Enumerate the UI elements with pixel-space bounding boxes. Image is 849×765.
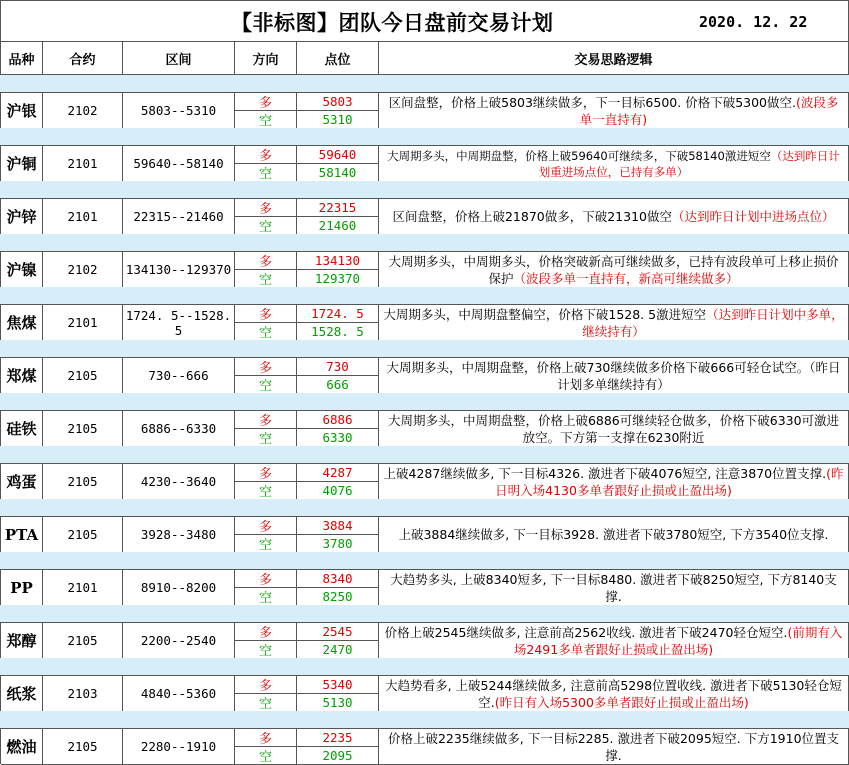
price-range: 2280--1910 [123,729,235,765]
direction-short: 空 [235,217,297,235]
price-upper: 4287 [297,464,379,482]
logic-note: (波段多单一直持有) [579,94,839,127]
direction-long: 多 [235,729,297,747]
direction-short: 空 [235,164,297,182]
price-upper: 134130 [297,252,379,270]
trading-logic [379,729,849,765]
header-range: 区间 [123,42,235,75]
logic-note: (昨日有入场5300多单者跟好止损或止盈出场) [494,694,749,710]
logic-text [383,677,844,711]
logic-text [383,359,844,393]
trading-logic [379,146,849,182]
direction-long: 多 [235,93,297,111]
variety-name: 焦煤 [1,305,43,341]
row-separator-band [0,499,849,516]
logic-main: 价格上破2235继续做多, 下一目标2285. 激进者下破2095短空. 下方1910位置支撑. [387,730,840,763]
table-row [0,251,849,287]
price-upper: 1724. 5 [297,305,379,323]
contract-code: 2105 [43,729,123,765]
table-row [0,145,849,181]
contract-code: 2105 [43,517,123,553]
price-upper: 8340 [297,570,379,588]
row-separator-band [0,287,849,304]
row-separator-band [0,181,849,198]
logic-note: （达到昨日计划中进场点位） [672,209,835,224]
variety-name: 纸浆 [1,676,43,712]
contract-code: 2103 [43,676,123,712]
logic-main: 区间盘整，价格上破21870做多，下破21310做空 [392,209,672,224]
header-points: 点位 [297,42,379,75]
logic-main: 价格上破2545继续做多, 注意前高2562收线. 激进者下破2470轻仓短空. [384,624,788,640]
header-logic: 交易思路逻辑 [379,42,849,75]
header-direction: 方向 [235,42,297,75]
direction-short: 空 [235,270,297,288]
row-separator-band [0,340,849,357]
variety-name: PP [1,570,43,606]
page-title: 【非标图】团队今日盘前交易计划 [231,10,554,35]
logic-text [383,624,844,658]
logic-main: 区间盘整，价格上破5803继续做多，下一目标6500. 价格下破5300做空. [388,94,796,110]
table-row [0,569,849,605]
price-lower: 3780 [297,535,379,553]
table-row [0,357,849,393]
logic-note: （达到昨日计划重进场点位，已持有多单） [538,148,840,179]
logic-text [392,208,834,225]
direction-long: 多 [235,676,297,694]
price-range: 59640--58140 [123,146,235,182]
logic-text [383,306,844,340]
price-upper: 2545 [297,623,379,641]
header-variety: 品种 [0,42,43,75]
variety-name: 沪锌 [1,199,43,235]
trading-logic [379,570,849,606]
price-lower: 58140 [297,164,379,182]
plan-date: 2020. 12. 22 [699,13,808,31]
price-range: 5803--5310 [123,93,235,129]
direction-short: 空 [235,323,297,341]
price-upper: 59640 [297,146,379,164]
table-header [0,42,849,75]
price-range: 3928--3480 [123,517,235,553]
row-separator-band [0,658,849,675]
contract-code: 2105 [43,358,123,394]
table-row [0,516,849,552]
logic-main: 上破3884继续做多, 下一目标3928. 激进者下破3780短空, 下方3540位支撑. [398,527,829,542]
price-lower: 129370 [297,270,379,288]
trading-logic [379,305,849,341]
contract-code: 2105 [43,464,123,500]
logic-text [383,253,844,287]
direction-short: 空 [235,694,297,712]
trading-logic [379,676,849,712]
contract-code: 2102 [43,93,123,129]
variety-name: 燃油 [1,729,43,765]
variety-name: 沪银 [1,93,43,129]
header-contract: 合约 [43,42,123,75]
price-lower: 5130 [297,694,379,712]
trading-logic [379,464,849,500]
logic-text [398,526,828,543]
logic-main: 上破4287继续做多, 下一目标4326. 激进者下破4076短空, 注意3870位置支撑. [383,465,827,481]
logic-main: 大周期多头，中周期盘整，价格上破730继续做多价格下破666可轻仓试空。（昨日计划多单继续持有） [386,359,841,392]
variety-name: 郑煤 [1,358,43,394]
table-row [0,410,849,446]
price-lower: 2470 [297,641,379,659]
direction-short: 空 [235,535,297,553]
trading-logic [379,411,849,447]
price-upper: 5340 [297,676,379,694]
direction-long: 多 [235,199,297,217]
direction-long: 多 [235,464,297,482]
price-lower: 6330 [297,429,379,447]
price-upper: 22315 [297,199,379,217]
price-lower: 4076 [297,482,379,500]
row-separator-band [0,605,849,622]
direction-short: 空 [235,588,297,606]
direction-long: 多 [235,252,297,270]
price-range: 1724. 5--1528. 5 [123,305,235,341]
table-row [0,622,849,658]
logic-main: 大趋势看多, 上破5244继续做多, 注意前高5298位置收线. 激进者下破5130轻仓短空. [385,677,842,710]
variety-name: 鸡蛋 [1,464,43,500]
price-lower: 1528. 5 [297,323,379,341]
variety-name: 沪铜 [1,146,43,182]
logic-text [383,412,844,446]
row-separator-band [0,711,849,728]
variety-name: 郑醇 [1,623,43,659]
price-range: 2200--2540 [123,623,235,659]
logic-note: (昨日明入场4130多单者跟好止损或止盈出场) [495,465,844,498]
contract-code: 2101 [43,305,123,341]
title-row [0,0,849,42]
price-upper: 6886 [297,411,379,429]
direction-long: 多 [235,623,297,641]
table-row [0,92,849,128]
variety-name: 沪镍 [1,252,43,288]
price-range: 4840--5360 [123,676,235,712]
contract-code: 2101 [43,570,123,606]
trading-logic [379,252,849,288]
logic-note: （波段多单一直持有，新高可继续做多） [513,270,739,286]
table-row [0,463,849,499]
price-range: 8910--8200 [123,570,235,606]
row-separator-band [0,446,849,463]
price-range: 6886--6330 [123,411,235,447]
price-range: 22315--21460 [123,199,235,235]
variety-name: PTA [1,517,43,553]
direction-short: 空 [235,747,297,765]
direction-short: 空 [235,429,297,447]
table-row [0,728,849,764]
contract-code: 2101 [43,146,123,182]
row-separator-band [0,128,849,145]
price-lower: 666 [297,376,379,394]
logic-main: 大周期多头，中周期盘整，价格上破6886可继续轻仓做多，价格下破6330可激进放空。下方第一支撑在6230附近 [387,412,840,445]
price-upper: 3884 [297,517,379,535]
price-upper: 2235 [297,729,379,747]
price-upper: 730 [297,358,379,376]
direction-short: 空 [235,111,297,129]
table-row [0,198,849,234]
logic-main: 大周期多头，中周期盘整，价格上破59640可继续多，下破58140激进短空 [387,148,771,163]
price-range: 134130--129370 [123,252,235,288]
logic-main: 大周期多头，中周期多头，价格突破新高可继续做多，已持有波段单可上移止损价保护 [388,253,839,286]
row-separator-band [0,234,849,251]
direction-long: 多 [235,411,297,429]
logic-text [383,465,844,499]
price-lower: 8250 [297,588,379,606]
price-range: 730--666 [123,358,235,394]
price-range: 4230--3640 [123,464,235,500]
logic-note: (前期有入场2491多单者跟好止损或止盈出场) [513,624,843,657]
trading-logic [379,93,849,129]
direction-short: 空 [235,376,297,394]
row-separator-band [0,552,849,569]
direction-long: 多 [235,358,297,376]
variety-name: 硅铁 [1,411,43,447]
row-separator-band [0,75,849,92]
table-row [0,675,849,711]
logic-text [383,148,844,180]
logic-main: 大趋势多头, 上破8340短多, 下一目标8480. 激进者下破8250短空, 下方8140支撑. [390,571,837,604]
contract-code: 2102 [43,252,123,288]
trading-logic [379,199,849,235]
logic-text [383,571,844,605]
trading-logic [379,517,849,553]
table-row [0,304,849,340]
direction-short: 空 [235,482,297,500]
direction-short: 空 [235,641,297,659]
contract-code: 2105 [43,623,123,659]
contract-code: 2105 [43,411,123,447]
trading-logic [379,623,849,659]
logic-note: （达到昨日计划中多单，继续持有） [582,306,844,339]
contract-code: 2101 [43,199,123,235]
trading-logic [379,358,849,394]
logic-text [383,94,844,128]
price-upper: 5803 [297,93,379,111]
logic-text [383,730,844,764]
direction-long: 多 [235,305,297,323]
logic-main: 大周期多头，中周期盘整偏空，价格下破1528. 5激进短空 [383,306,707,322]
price-lower: 21460 [297,217,379,235]
row-separator-band [0,393,849,410]
direction-long: 多 [235,146,297,164]
price-lower: 5310 [297,111,379,129]
direction-long: 多 [235,570,297,588]
price-lower: 2095 [297,747,379,765]
direction-long: 多 [235,517,297,535]
